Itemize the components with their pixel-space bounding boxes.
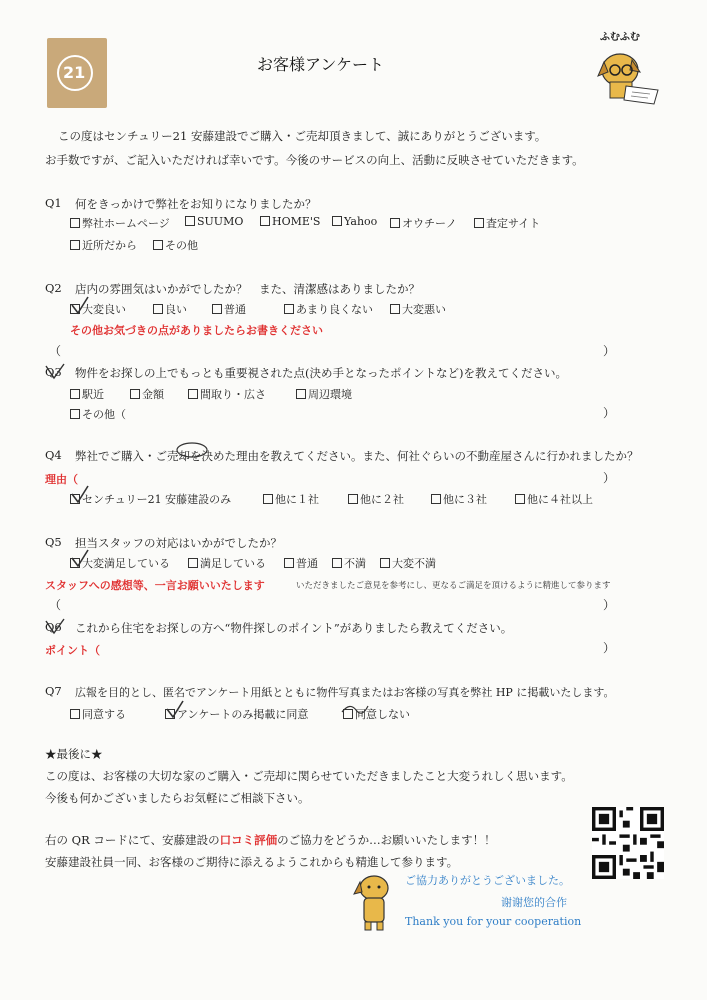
q1-question: 何をきっかけで弊社をお知りになりましたか？ <box>75 197 317 211</box>
q5-comment-note: いただきましたご意見を参考にし、更なるご満足を頂けるように精進して参ります <box>296 581 611 591</box>
q3-option-4[interactable]: 周辺環境 <box>296 386 352 402</box>
century21-logo <box>47 38 107 108</box>
thanks-chinese: 谢谢您的合作 <box>501 896 567 909</box>
checkbox-icon <box>263 494 273 504</box>
closing-line-1: この度は、お客様の大切な家のご購入・ご売却に関らせていただきましたこと大変うれしく思います。 <box>45 769 573 783</box>
q2-option-4[interactable]: あまり良くない <box>284 301 373 317</box>
q5-comment-open: （ <box>49 598 62 612</box>
q4-option-2[interactable]: 他に１社 <box>263 491 319 507</box>
q4-reason-close: ） <box>603 471 616 485</box>
q6-number: Q6 <box>45 620 62 634</box>
handwritten-scribble-icon <box>340 700 370 718</box>
q4-option-5[interactable]: 他に４社以上 <box>515 491 593 507</box>
mascot-dog-thanks-icon <box>352 872 398 932</box>
q4-option-4[interactable]: 他に３社 <box>431 491 487 507</box>
qr-code-icon[interactable] <box>592 807 664 879</box>
q1-option-3[interactable]: HOME'S <box>260 215 320 228</box>
q7-question: 広報を目的とし、匿名でアンケート用紙とともに物件写真またはお客様の写真を弊社 HP に掲載いたします。 <box>75 686 615 699</box>
q1-option-4[interactable]: Yahoo <box>332 215 377 228</box>
thanks-japanese: ご協力ありがとうございました。 <box>405 874 570 887</box>
logo-text: 21 <box>63 63 86 82</box>
q5-comment-close: ） <box>603 598 616 612</box>
q2-comment-close: ） <box>603 344 616 358</box>
q4-option-1[interactable]: センチュリー21 安藤建設のみ <box>70 491 231 507</box>
checkbox-icon <box>348 494 358 504</box>
checkbox-icon <box>185 216 195 226</box>
q1-option-1[interactable]: 弊社ホームページ <box>70 215 170 231</box>
q7-option-2[interactable]: アンケートのみ掲載に同意 <box>165 706 308 722</box>
q3-other-close: ） <box>603 406 616 420</box>
checkbox-icon <box>332 558 342 568</box>
handwritten-check-icon <box>165 699 185 721</box>
checkbox-icon <box>284 558 294 568</box>
checkbox-icon <box>296 389 306 399</box>
q2-number: Q2 <box>45 281 62 295</box>
q6-point-label: ポイント（ <box>45 644 100 657</box>
q3-option-1[interactable]: 駅近 <box>70 386 104 402</box>
q2-option-2[interactable]: 良い <box>153 301 187 317</box>
checkbox-icon <box>70 409 80 419</box>
closing-heading: ★最後に★ <box>45 747 103 761</box>
q1-option-2[interactable]: SUUMO <box>185 215 243 228</box>
checkbox-icon <box>188 558 198 568</box>
q6-question: これから住宅をお探しの方へ“物件探しのポイント”がありましたら教えてください。 <box>75 621 513 635</box>
checkbox-icon <box>153 240 163 250</box>
checkbox-icon <box>380 558 390 568</box>
q1-option-7[interactable]: 近所だから <box>70 237 137 253</box>
checkbox-icon <box>130 389 140 399</box>
checkbox-icon <box>284 304 294 314</box>
q3-option-2[interactable]: 金額 <box>130 386 164 402</box>
page-title: お客様アンケート <box>257 55 385 74</box>
q2-option-3[interactable]: 普通 <box>212 301 246 317</box>
q5-option-5[interactable]: 大変不満 <box>380 555 436 571</box>
q1-option-6[interactable]: 査定サイト <box>474 215 540 231</box>
qr-request-line: 右の QR コードにて、安藤建設の口コミ評価のご協力をどうか…お願いいたします！！ <box>45 833 496 847</box>
checkbox-icon <box>70 218 80 228</box>
handwritten-check-icon <box>70 484 90 506</box>
q2-comment-open: （ <box>49 344 62 358</box>
q7-option-3[interactable]: 同意しない <box>343 706 410 722</box>
q2-question: 店内の雰囲気はいかがでしたか？ また、清潔感はありましたか？ <box>75 282 420 296</box>
q7-number: Q7 <box>45 684 62 698</box>
q3-number: Q3 <box>45 365 62 379</box>
checkbox-icon <box>515 494 525 504</box>
handwritten-circle-icon <box>172 440 212 460</box>
checkbox-icon <box>474 218 484 228</box>
checkbox-icon <box>153 304 163 314</box>
handwritten-check-icon <box>44 617 66 637</box>
handwritten-check-icon <box>70 295 90 317</box>
intro-line-1: この度はセンチュリー21 安藤建設でご購入・ご売却頂きまして、誠にありがとうございます。 <box>58 129 547 143</box>
q6-point-close: ） <box>603 641 616 655</box>
q2-option-5[interactable]: 大変悪い <box>390 301 446 317</box>
q4-reason-label: 理由（ <box>45 473 78 486</box>
q1-option-8[interactable]: その他 <box>153 237 198 253</box>
q4-question: 弊社でご購入・ご売却を決めた理由を教えてください。また、何社ぐらいの不動産屋さんに行かれましたか？ <box>75 449 639 463</box>
checkbox-icon <box>212 304 222 314</box>
q5-comment-label: スタッフへの感想等、一言お願いいたします <box>45 579 265 592</box>
q4-option-3[interactable]: 他に２社 <box>348 491 404 507</box>
q3-question: 物件をお探しの上でもっとも重要視された点(決め手となったポイントなど)を教えてください。 <box>75 366 567 380</box>
q5-option-2[interactable]: 満足している <box>188 555 266 571</box>
q5-question: 担当スタッフの対応はいかがでしたか？ <box>75 536 282 550</box>
q2-comment-label: その他お気づきの点がありましたらお書きください <box>70 324 323 337</box>
checkbox-icon <box>188 389 198 399</box>
q5-option-1[interactable]: 大変満足している <box>70 555 170 571</box>
handwritten-check-icon <box>44 362 66 382</box>
checkbox-icon <box>70 240 80 250</box>
q1-option-5[interactable]: オウチーノ <box>390 215 457 231</box>
checkbox-icon <box>70 709 80 719</box>
q3-option-3[interactable]: 間取り・広さ <box>188 386 266 402</box>
q4-number: Q4 <box>45 448 62 462</box>
intro-line-2: お手数ですが、ご記入いただければ幸いです。今後のサービスの向上、活動に反映させていただきます。 <box>45 153 584 167</box>
q3-option-other[interactable]: その他（ <box>70 406 126 422</box>
q1-number: Q1 <box>45 196 62 210</box>
q5-option-3[interactable]: 普通 <box>284 555 318 571</box>
q7-option-1[interactable]: 同意する <box>70 706 126 722</box>
checkbox-icon <box>70 389 80 399</box>
handwritten-check-icon <box>70 548 90 570</box>
q2-option-1[interactable]: 大変良い <box>70 301 126 317</box>
checkbox-icon <box>390 218 400 228</box>
checkbox-icon <box>332 216 342 226</box>
checkbox-icon <box>390 304 400 314</box>
staff-message-line: 安藤建設社員一同、お客様のご期待に添えるようこれからも精進して参ります。 <box>45 855 459 869</box>
q5-number: Q5 <box>45 535 62 549</box>
checkbox-icon <box>260 216 270 226</box>
closing-line-2: 今後も何かございましたらお気軽にご相談下さい。 <box>45 791 310 805</box>
thanks-english: Thank you for your cooperation <box>405 915 582 928</box>
q5-option-4[interactable]: 不満 <box>332 555 366 571</box>
checkbox-icon <box>431 494 441 504</box>
mascot-caption: ふむふむ <box>600 32 640 43</box>
